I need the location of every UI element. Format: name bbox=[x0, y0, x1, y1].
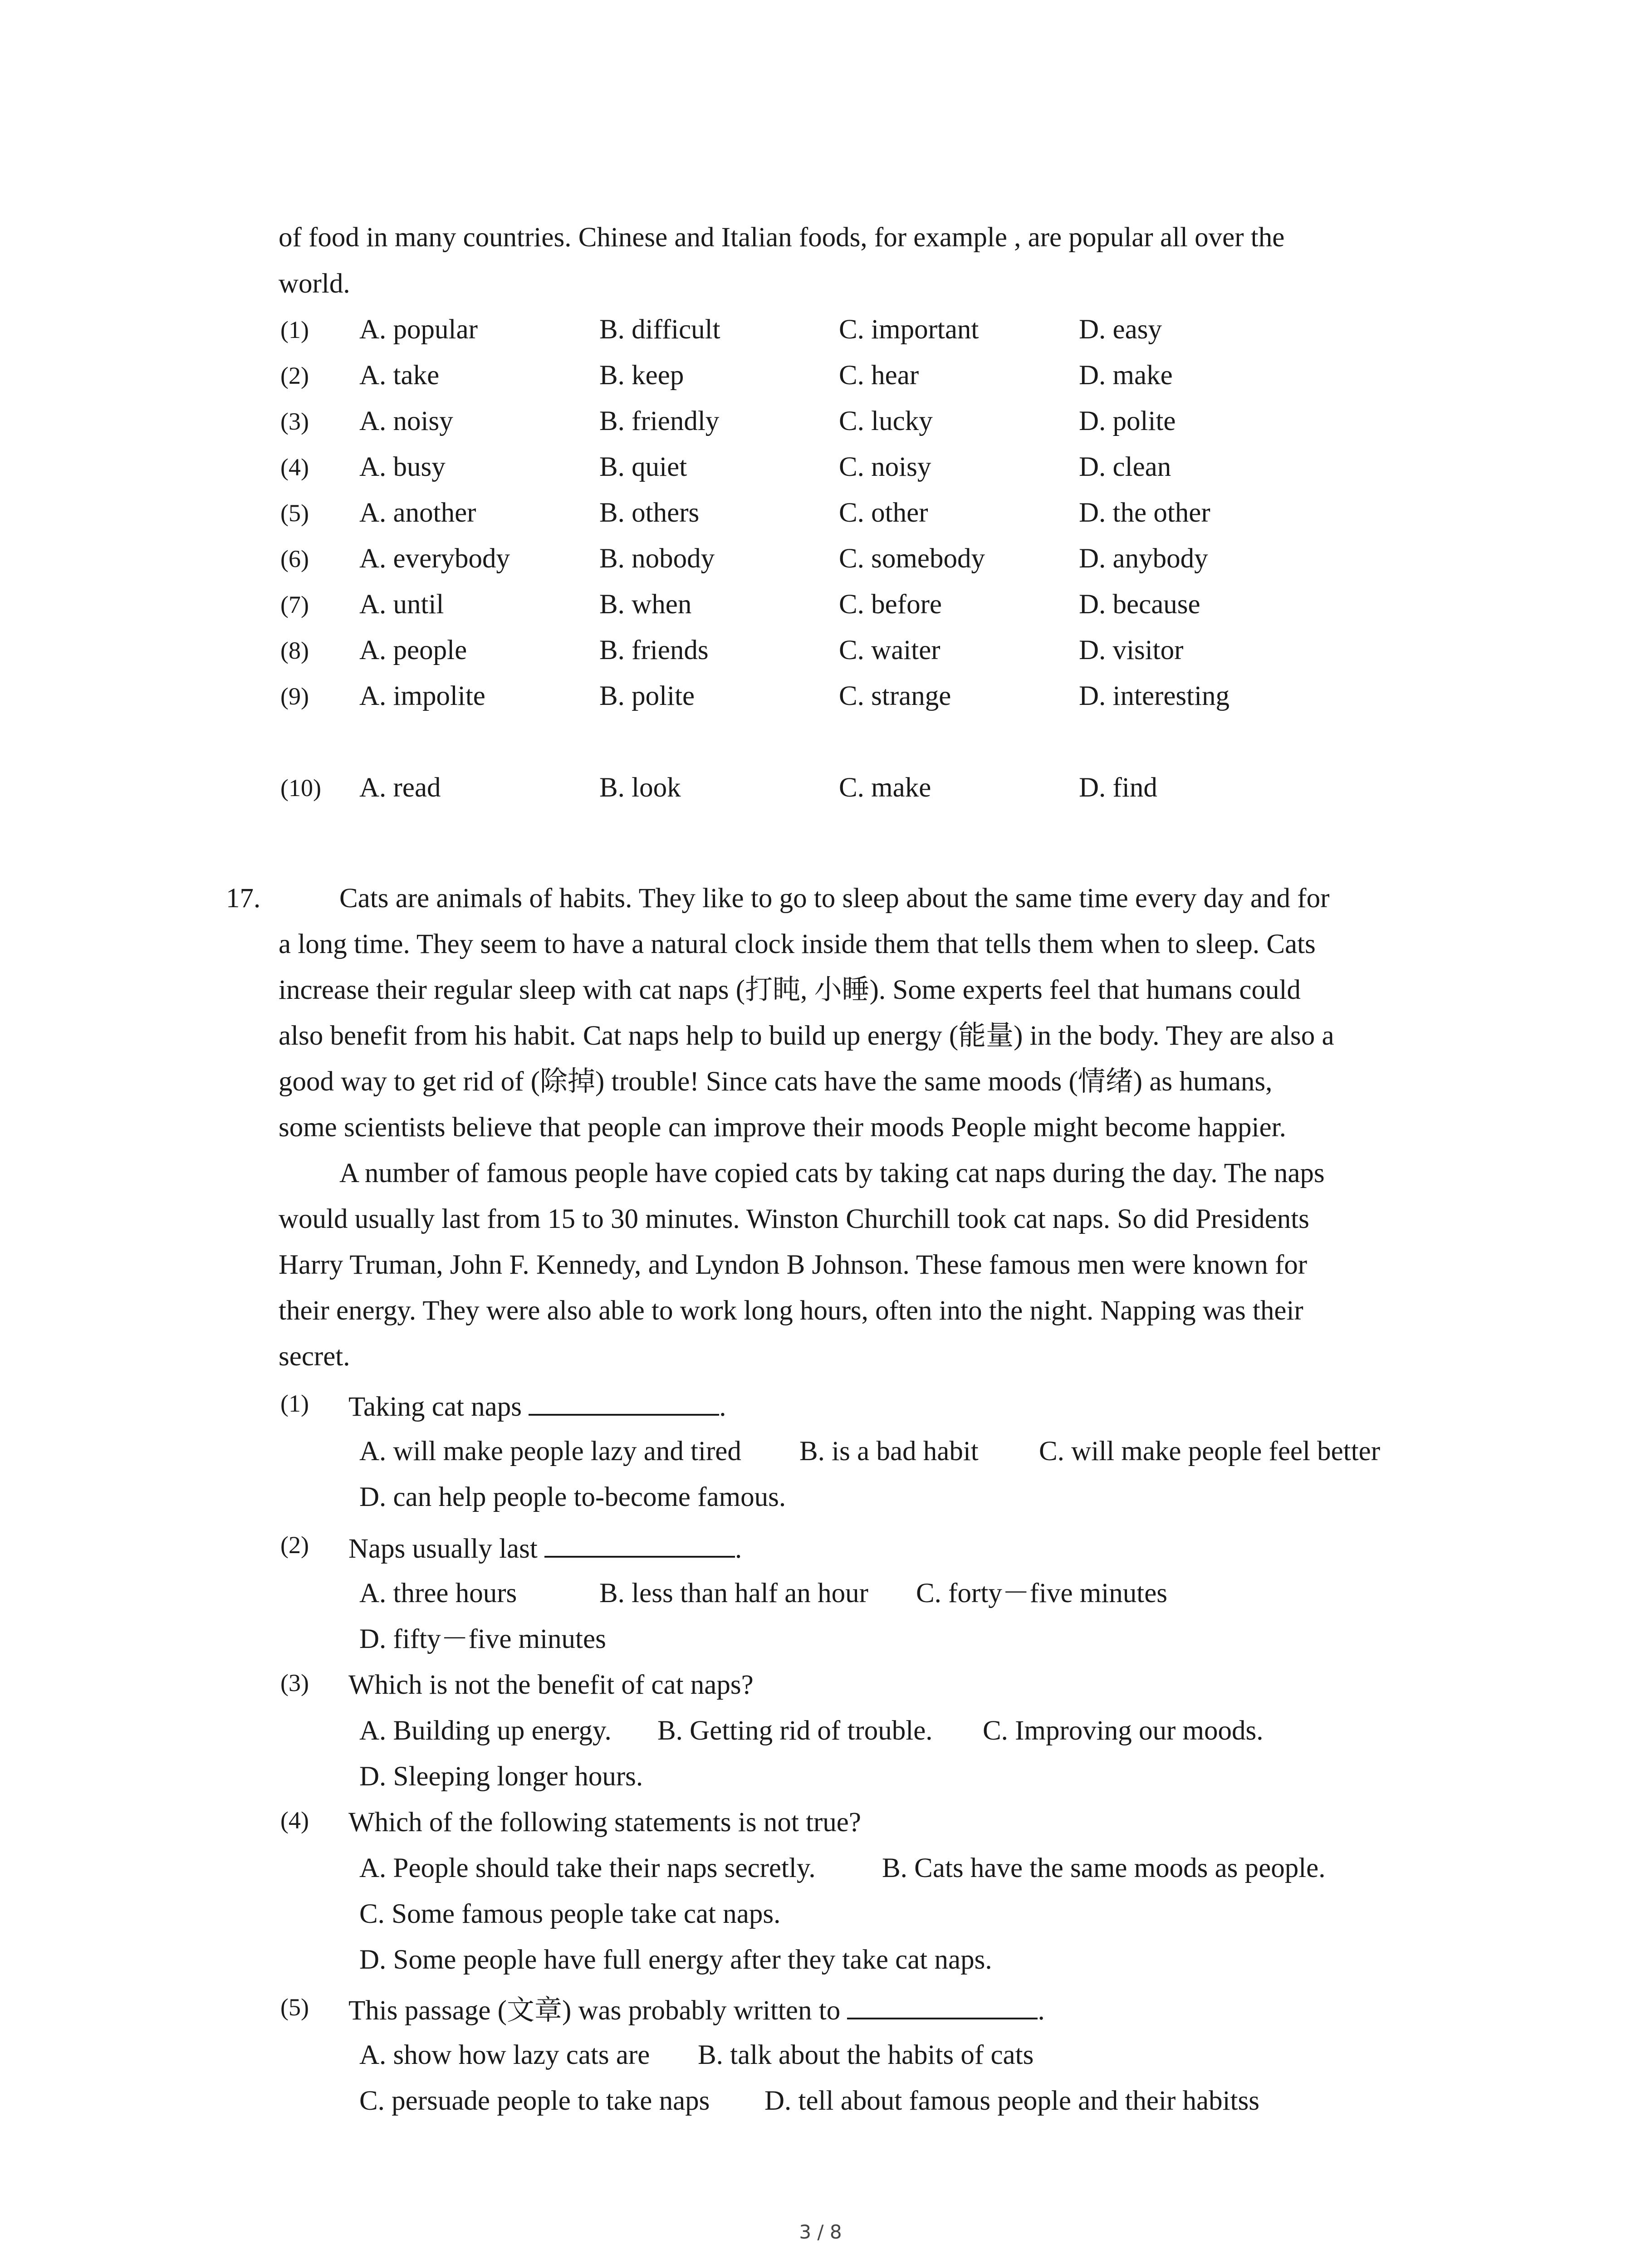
option-d[interactable]: D. make bbox=[1079, 360, 1173, 391]
option-a[interactable]: A. will make people lazy and tired bbox=[359, 1436, 741, 1466]
passage-line: Harry Truman, John F. Kennedy, and Lyndon B Johnson. These famous men were known for bbox=[279, 1250, 1308, 1280]
passage-line: A number of famous people have copied cats by taking cat naps during the day. The naps bbox=[339, 1158, 1325, 1188]
stem-text: This passage (文章) was probably written to bbox=[348, 1995, 847, 2026]
option-c[interactable]: C. strange bbox=[839, 681, 951, 711]
option-number: (3) bbox=[280, 408, 309, 435]
option-number: (4) bbox=[280, 454, 309, 481]
option-b[interactable]: B. others bbox=[599, 498, 700, 528]
option-c[interactable]: C. Improving our moods. bbox=[983, 1716, 1264, 1746]
stem-end: . bbox=[719, 1392, 726, 1422]
question-number: (3) bbox=[280, 1669, 309, 1696]
passage-line: a long time. They seem to have a natural clock inside them that tells them when to sleep. Cats bbox=[279, 929, 1316, 959]
option-a[interactable]: A. read bbox=[359, 772, 441, 803]
option-c[interactable]: C. noisy bbox=[839, 452, 931, 482]
page-number: 3 / 8 bbox=[799, 2221, 842, 2243]
passage-line: would usually last from 15 to 30 minutes. Winston Churchill took cat naps. So did Presidents bbox=[279, 1204, 1309, 1234]
option-d[interactable]: D. Sleeping longer hours. bbox=[359, 1761, 643, 1792]
option-d[interactable]: D. Some people have full energy after they take cat naps. bbox=[359, 1945, 992, 1975]
option-c[interactable]: C. important bbox=[839, 314, 979, 345]
question-stem bbox=[348, 1992, 1045, 2028]
option-d[interactable]: D. easy bbox=[1079, 314, 1162, 345]
option-b[interactable]: B. quiet bbox=[599, 452, 687, 482]
option-a[interactable]: A. take bbox=[359, 360, 440, 391]
intro-line-1: of food in many countries. Chinese and Italian foods, for example , are popular all over the bbox=[279, 222, 1285, 253]
option-b[interactable]: B. look bbox=[599, 772, 681, 803]
option-b[interactable]: B. difficult bbox=[599, 314, 720, 345]
option-b[interactable]: B. friendly bbox=[599, 406, 720, 436]
option-c[interactable]: C. make bbox=[839, 772, 931, 803]
option-a[interactable]: A. noisy bbox=[359, 406, 453, 436]
option-d[interactable]: D. tell about famous people and their habitss bbox=[764, 2086, 1259, 2116]
option-b[interactable]: B. keep bbox=[599, 360, 684, 391]
passage-line: secret. bbox=[279, 1341, 350, 1372]
option-a[interactable]: A. three hours bbox=[359, 1578, 517, 1608]
option-d[interactable]: D. polite bbox=[1079, 406, 1176, 436]
option-number: (10) bbox=[280, 774, 321, 802]
option-b[interactable]: B. less than half an hour bbox=[599, 1578, 868, 1608]
stem-text: Naps usually last bbox=[348, 1534, 545, 1564]
option-b[interactable]: B. Getting rid of trouble. bbox=[657, 1716, 933, 1746]
answer-blank[interactable] bbox=[544, 1530, 735, 1558]
passage-line: increase their regular sleep with cat naps (打盹, 小睡). Some experts feel that humans could bbox=[279, 975, 1301, 1005]
option-b[interactable]: B. when bbox=[599, 589, 692, 620]
question-number: (2) bbox=[280, 1531, 309, 1559]
passage-line: good way to get rid of (除掉) trouble! Since cats have the same moods (情绪) as humans, bbox=[279, 1066, 1273, 1097]
option-a[interactable]: A. impolite bbox=[359, 681, 485, 711]
option-number: (1) bbox=[280, 316, 309, 343]
option-a[interactable]: A. everybody bbox=[359, 543, 510, 574]
question-stem bbox=[348, 1530, 742, 1566]
option-number: (8) bbox=[280, 637, 309, 664]
option-b[interactable]: B. is a bad habit bbox=[799, 1436, 979, 1466]
option-b[interactable]: B. Cats have the same moods as people. bbox=[882, 1853, 1326, 1883]
option-number: (5) bbox=[280, 499, 309, 527]
stem-end: . bbox=[735, 1534, 742, 1564]
option-b[interactable]: B. nobody bbox=[599, 543, 715, 574]
question-stem bbox=[348, 1388, 726, 1424]
option-b[interactable]: B. talk about the habits of cats bbox=[698, 2040, 1034, 2070]
option-a[interactable]: A. People should take their naps secretly. bbox=[359, 1853, 816, 1883]
option-a[interactable]: A. Building up energy. bbox=[359, 1716, 612, 1746]
question-stem: Which of the following statements is not true? bbox=[348, 1807, 861, 1838]
option-c[interactable]: C. will make people feel better bbox=[1039, 1436, 1381, 1466]
option-d[interactable]: D. find bbox=[1079, 772, 1157, 803]
answer-blank[interactable] bbox=[529, 1388, 719, 1416]
option-number: (2) bbox=[280, 362, 309, 389]
option-d[interactable]: D. fifty－five minutes bbox=[359, 1624, 606, 1654]
passage-line: some scientists believe that people can improve their moods People might become happier. bbox=[279, 1112, 1286, 1143]
option-c[interactable]: C. forty－five minutes bbox=[916, 1578, 1168, 1608]
question-number: (5) bbox=[280, 1994, 309, 2021]
option-d[interactable]: D. the other bbox=[1079, 498, 1210, 528]
question-number: (1) bbox=[280, 1390, 309, 1417]
option-b[interactable]: B. polite bbox=[599, 681, 695, 711]
option-a[interactable]: A. busy bbox=[359, 452, 446, 482]
passage-line: their energy. They were also able to work long hours, often into the night. Napping was their bbox=[279, 1295, 1303, 1326]
option-number: (7) bbox=[280, 591, 309, 618]
option-d[interactable]: D. because bbox=[1079, 589, 1200, 620]
option-c[interactable]: C. persuade people to take naps bbox=[359, 2086, 710, 2116]
option-c[interactable]: C. hear bbox=[839, 360, 919, 391]
option-c[interactable]: C. waiter bbox=[839, 635, 941, 665]
passage-line: Cats are animals of habits. They like to go to sleep about the same time every day and for bbox=[339, 883, 1330, 914]
option-d[interactable]: D. visitor bbox=[1079, 635, 1184, 665]
question-stem: Which is not the benefit of cat naps? bbox=[348, 1670, 754, 1700]
option-c[interactable]: C. Some famous people take cat naps. bbox=[359, 1899, 781, 1929]
option-a[interactable]: A. popular bbox=[359, 314, 478, 345]
question-number: (4) bbox=[280, 1807, 309, 1834]
question-number: 17. bbox=[226, 883, 261, 914]
option-d[interactable]: D. can help people to-become famous. bbox=[359, 1482, 786, 1512]
option-c[interactable]: C. other bbox=[839, 498, 928, 528]
option-number: (9) bbox=[280, 683, 309, 710]
option-a[interactable]: A. another bbox=[359, 498, 476, 528]
option-a[interactable]: A. show how lazy cats are bbox=[359, 2040, 650, 2070]
option-d[interactable]: D. clean bbox=[1079, 452, 1171, 482]
option-a[interactable]: A. people bbox=[359, 635, 467, 665]
stem-end: . bbox=[1038, 1995, 1045, 2026]
option-c[interactable]: C. lucky bbox=[839, 406, 933, 436]
option-c[interactable]: C. somebody bbox=[839, 543, 985, 574]
option-b[interactable]: B. friends bbox=[599, 635, 709, 665]
option-d[interactable]: D. anybody bbox=[1079, 543, 1208, 574]
answer-blank[interactable] bbox=[847, 1992, 1038, 2019]
option-c[interactable]: C. before bbox=[839, 589, 942, 620]
option-number: (6) bbox=[280, 545, 309, 572]
stem-text: Taking cat naps bbox=[348, 1392, 529, 1422]
passage-line: also benefit from his habit. Cat naps help to build up energy (能量) in the body. They are also a bbox=[279, 1021, 1334, 1051]
option-a[interactable]: A. until bbox=[359, 589, 444, 620]
option-d[interactable]: D. interesting bbox=[1079, 681, 1230, 711]
intro-line-2: world. bbox=[279, 269, 350, 299]
